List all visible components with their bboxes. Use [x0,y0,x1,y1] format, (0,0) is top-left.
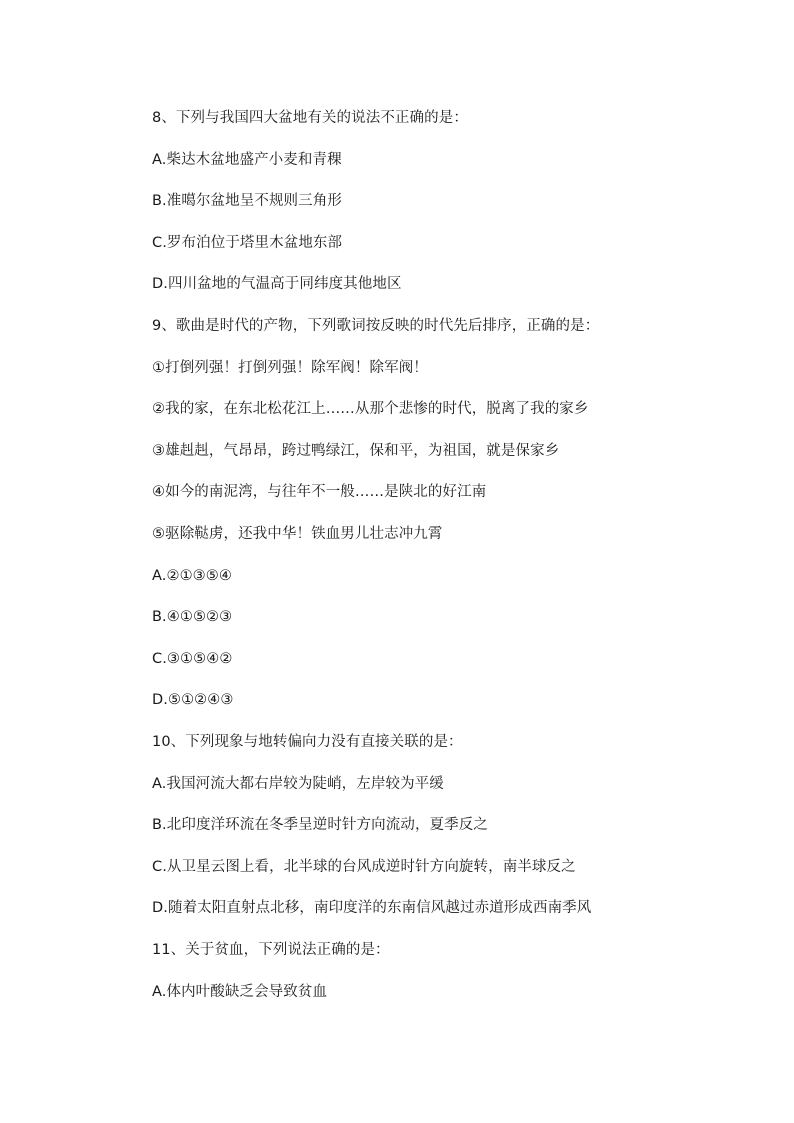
question-9-option-b: B.④①⑤②③ [152,609,233,625]
question-8-option-d: D.四川盆地的气温高于同纬度其他地区 [152,276,402,292]
question-10-option-d: D.随着太阳直射点北移，南印度洋的东南信风越过赤道形成西南季风 [152,900,592,916]
question-10-option-b: B.北印度洋环流在冬季呈逆时针方向流动，夏季反之 [152,817,488,833]
question-8-option-b: B.准噶尔盆地呈不规则三角形 [152,193,342,209]
question-9-lyric-1: ①打倒列强！打倒列强！除军阀！除军阀！ [152,360,428,376]
question-9-lyric-3: ③雄赳赳，气昂昂，跨过鸭绿江，保和平，为祖国，就是保家乡 [152,443,560,459]
question-9-option-d: D.⑤①②④③ [152,692,234,708]
question-8-option-a: A.柴达木盆地盛产小麦和青稞 [152,152,342,168]
question-10-stem: 10、下列现象与地转偏向力没有直接关联的是： [152,734,463,750]
question-10-option-a: A.我国河流大都右岸较为陡峭，左岸较为平缓 [152,776,444,792]
question-9-option-a: A.②①③⑤④ [152,568,232,584]
question-8-stem: 8、下列与我国四大盆地有关的说法不正确的是： [152,110,468,126]
question-9-lyric-5: ⑤驱除鞑虏，还我中华！铁血男儿壮志冲九霄 [152,526,443,542]
question-11-option-a: A.体内叶酸缺乏会导致贫血 [152,984,328,1000]
question-10-option-c: C.从卫星云图上看，北半球的台风成逆时针方向旋转，南半球反之 [152,859,576,875]
question-9-lyric-2: ②我的家，在东北松花江上……从那个悲惨的时代，脱离了我的家乡 [152,401,589,417]
question-11-stem: 11、关于贫血，下列说法正确的是： [152,942,390,958]
question-9-stem: 9、歌曲是时代的产物，下列歌词按反映的时代先后排序，正确的是： [152,318,600,334]
question-9-option-c: C.③①⑤④② [152,651,233,667]
question-8-option-c: C.罗布泊位于塔里木盆地东部 [152,235,343,251]
question-9-lyric-4: ④如今的南泥湾，与往年不一般……是陕北的好江南 [152,484,487,500]
